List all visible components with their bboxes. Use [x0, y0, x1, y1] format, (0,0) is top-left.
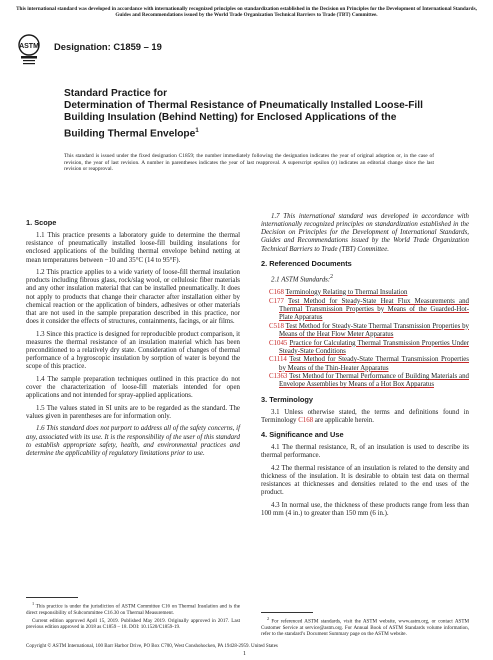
document-title: [64, 88, 434, 140]
reference-title[interactable]: Terminology Relating to Thermal Insulation: [285, 288, 408, 296]
footnote-divider: [26, 597, 78, 598]
reference-code[interactable]: C1114: [269, 356, 287, 364]
reference-list: [261, 289, 469, 390]
paragraph-4-2: 4.2 The thermal resistance of an insulation is related to the density and thickness of the insulation. It is desirable to obtain test data on thermal resistances at thicknesses and densities related to the end uses of the product.: [261, 464, 469, 497]
paragraph-4-1: 4.1 The thermal resistance, R, of an insulation is used to describe its thermal performance.: [261, 444, 469, 460]
paragraph-1-2: 1.2 This practice applies to a wide variety of loose-fill thermal insulation products including fibrous glass, rock/slag wool, or cellulosic fiber materials and any other insulation material that can be installed pneumatically. It does not apply to products that change their character after installation either by chemical reaction or the application of binders, adhesives or other materials that are not used in the sample preparation described in this practice, nor does it consider the effects of structures, containments, facings, or air films.: [26, 269, 240, 326]
significance-heading: 4. Significance and Use: [261, 430, 344, 440]
paragraph-1-5: 1.5 The values stated in SI units are to be regarded as the standard. The values given in parentheses are for information only.: [26, 404, 240, 420]
reference-code[interactable]: C1363: [269, 373, 288, 381]
reference-title[interactable]: Test Method for Steady-State Heat Flux Measurements and Thermal Transmission Properties by Means of the Guarded-Hot-Plate Apparatus: [279, 297, 469, 321]
ref-footnote-mark: 2: [330, 273, 334, 280]
designation: Designation: C1859 – 19: [54, 41, 162, 52]
standard-notice: This standard is issued under the fixed designation C1859; the number immediately following the designation indicates the year of original adoption or, in the case of revision, the year of last revision. A number in parentheses indicates the year of last reapproval. A superscript epsilon (ε) indicates an editorial change since the last revision or reapproval.: [64, 153, 434, 173]
left-column: [26, 213, 240, 462]
terminology-link[interactable]: C168: [298, 416, 314, 424]
terminology-heading: 3. Terminology: [261, 394, 314, 404]
reference-title[interactable]: Test Method for Steady-State Thermal Transmission Properties by Means of the Thin-Heater Apparatus: [279, 356, 469, 372]
title-footnote-mark: 1: [195, 127, 199, 134]
right-column: [261, 213, 469, 523]
copyright-line: Copyright © ASTM International, 100 Barr Harbor Drive, PO Box C700, West Conshohocken, PA 19428-2959. United States: [26, 644, 278, 649]
reference-item[interactable]: [261, 289, 469, 297]
reference-code[interactable]: C177: [269, 297, 284, 305]
reference-item[interactable]: [261, 373, 469, 389]
reference-code[interactable]: C518: [269, 322, 284, 330]
footnotes-left: [26, 597, 240, 632]
footnote-1-jurisdiction: $^1$ This practice is under the jurisdiction of ASTM Committee C16 on Thermal Insulation and is the direct responsibility of Subcommittee C16.30 on Thermal Measurement.: [26, 601, 240, 616]
astm-standards-intro: [261, 273, 469, 284]
astm-standards-label: 2.1 ASTM Standards:: [271, 276, 331, 284]
title-kind: Standard Practice for: [64, 88, 168, 99]
reference-title[interactable]: Test Method for Thermal Performance of Building Materials and Envelope Assemblies by Means of a Hot Box Apparatus: [279, 373, 469, 389]
reference-item[interactable]: [261, 340, 469, 356]
reference-code[interactable]: C1045: [269, 339, 288, 347]
footnotes-right: [261, 612, 469, 639]
reference-item[interactable]: [261, 356, 469, 372]
reference-item[interactable]: [261, 298, 469, 322]
wto-notice: This international standard was developed in accordance with internationally recognized principles on standardization established in the Decision on Principles for the Development of International Standards, Guides and Recommendations issued by the World Trade Organization Technical Barriers to Trade (TBT) Committee.: [16, 6, 477, 19]
paragraph-1-6: 1.6 This standard does not purport to address all of the safety concerns, if any, associated with its use. It is the responsibility of the user of this standard to establish appropriate safety, health, and environmental practices and determine the applicability of regulatory limitations prior to use.: [26, 425, 240, 457]
paragraph-3-1-text: 3.1 Unless otherwise stated, the terms and definitions found in Terminology: [261, 408, 469, 424]
reference-item[interactable]: [261, 323, 469, 339]
svg-text:ASTM: ASTM: [19, 43, 39, 50]
paragraph-4-3: 4.3 In normal use, the thickness of these products range from less than 100 mm (4 in.) to greater than 150 mm (6 in.).: [261, 501, 469, 518]
referenced-documents-heading: 2. Referenced Documents: [261, 258, 352, 268]
footnote-divider: [261, 612, 313, 613]
footnote-2: $^2$ For referenced ASTM standards, visit the ASTM website, www.astm.org, or contact ASTM Customer Service at service@astm.org. For Annual Book of ASTM Standards volume information, refer to the standard’s Document Summary page on the ASTM website.: [261, 616, 469, 638]
page-number: 1: [243, 651, 246, 657]
paragraph-1-4: 1.4 The sample preparation techniques outlined in this practice do not cover the characterization of loose-fill materials intended for open applications and not intended for spray-applied applications.: [26, 375, 240, 400]
reference-code[interactable]: C168: [269, 288, 284, 296]
reference-title[interactable]: Test Method for Steady-State Thermal Transmission Properties by Means of the Heat Flow Meter Apparatus: [279, 322, 469, 338]
paragraph-3-1-tail: are applicable herein.: [313, 416, 374, 424]
paragraph-3-1: [261, 409, 469, 425]
footnote-1-edition: Current edition approved April 15, 2019. Published May 2019. Originally approved in 2017. Last previous edition approved in 2018 as C1859 – 18. DOI: 10.1520/C1859-19.: [26, 617, 240, 630]
paragraph-1-3: 1.3 Since this practice is designed for reproducible product comparison, it measures the thermal resistance of an insulation material which has been preconditioned to a relatively dry state. Consideration of changes of thermal performance of a hygroscopic insulation by sorption of water is beyond the scope of this practice.: [26, 330, 240, 371]
astm-logo: [18, 32, 40, 74]
title-main: Determination of Thermal Resistance of Pneumatically Installed Loose-Fill Building Insulation (Behind Netting) for Enclosed Applications of the Building Thermal Envelope: [64, 100, 423, 139]
paragraph-1-7: 1.7 This international standard was developed in accordance with internationally recognized principles on standardization established in the Decision on Principles for the Development of International Standards, Guides and Recommendations issued by the World Trade Organization Technical Barriers to Trade (TBT) Committee.: [261, 213, 469, 253]
reference-title[interactable]: Practice for Calculating Thermal Transmission Properties Under Steady-State Conditions: [279, 339, 469, 355]
paragraph-1-1: 1.1 This practice presents a laboratory guide to determine the thermal resistance of pneumatically installed loose-fill building insulations for enclosed applications of the building thermal envelope behind netting at mean temperatures between −10 and 35°C (14 to 95°F).: [26, 232, 240, 264]
scope-heading: 1. Scope: [26, 218, 57, 227]
